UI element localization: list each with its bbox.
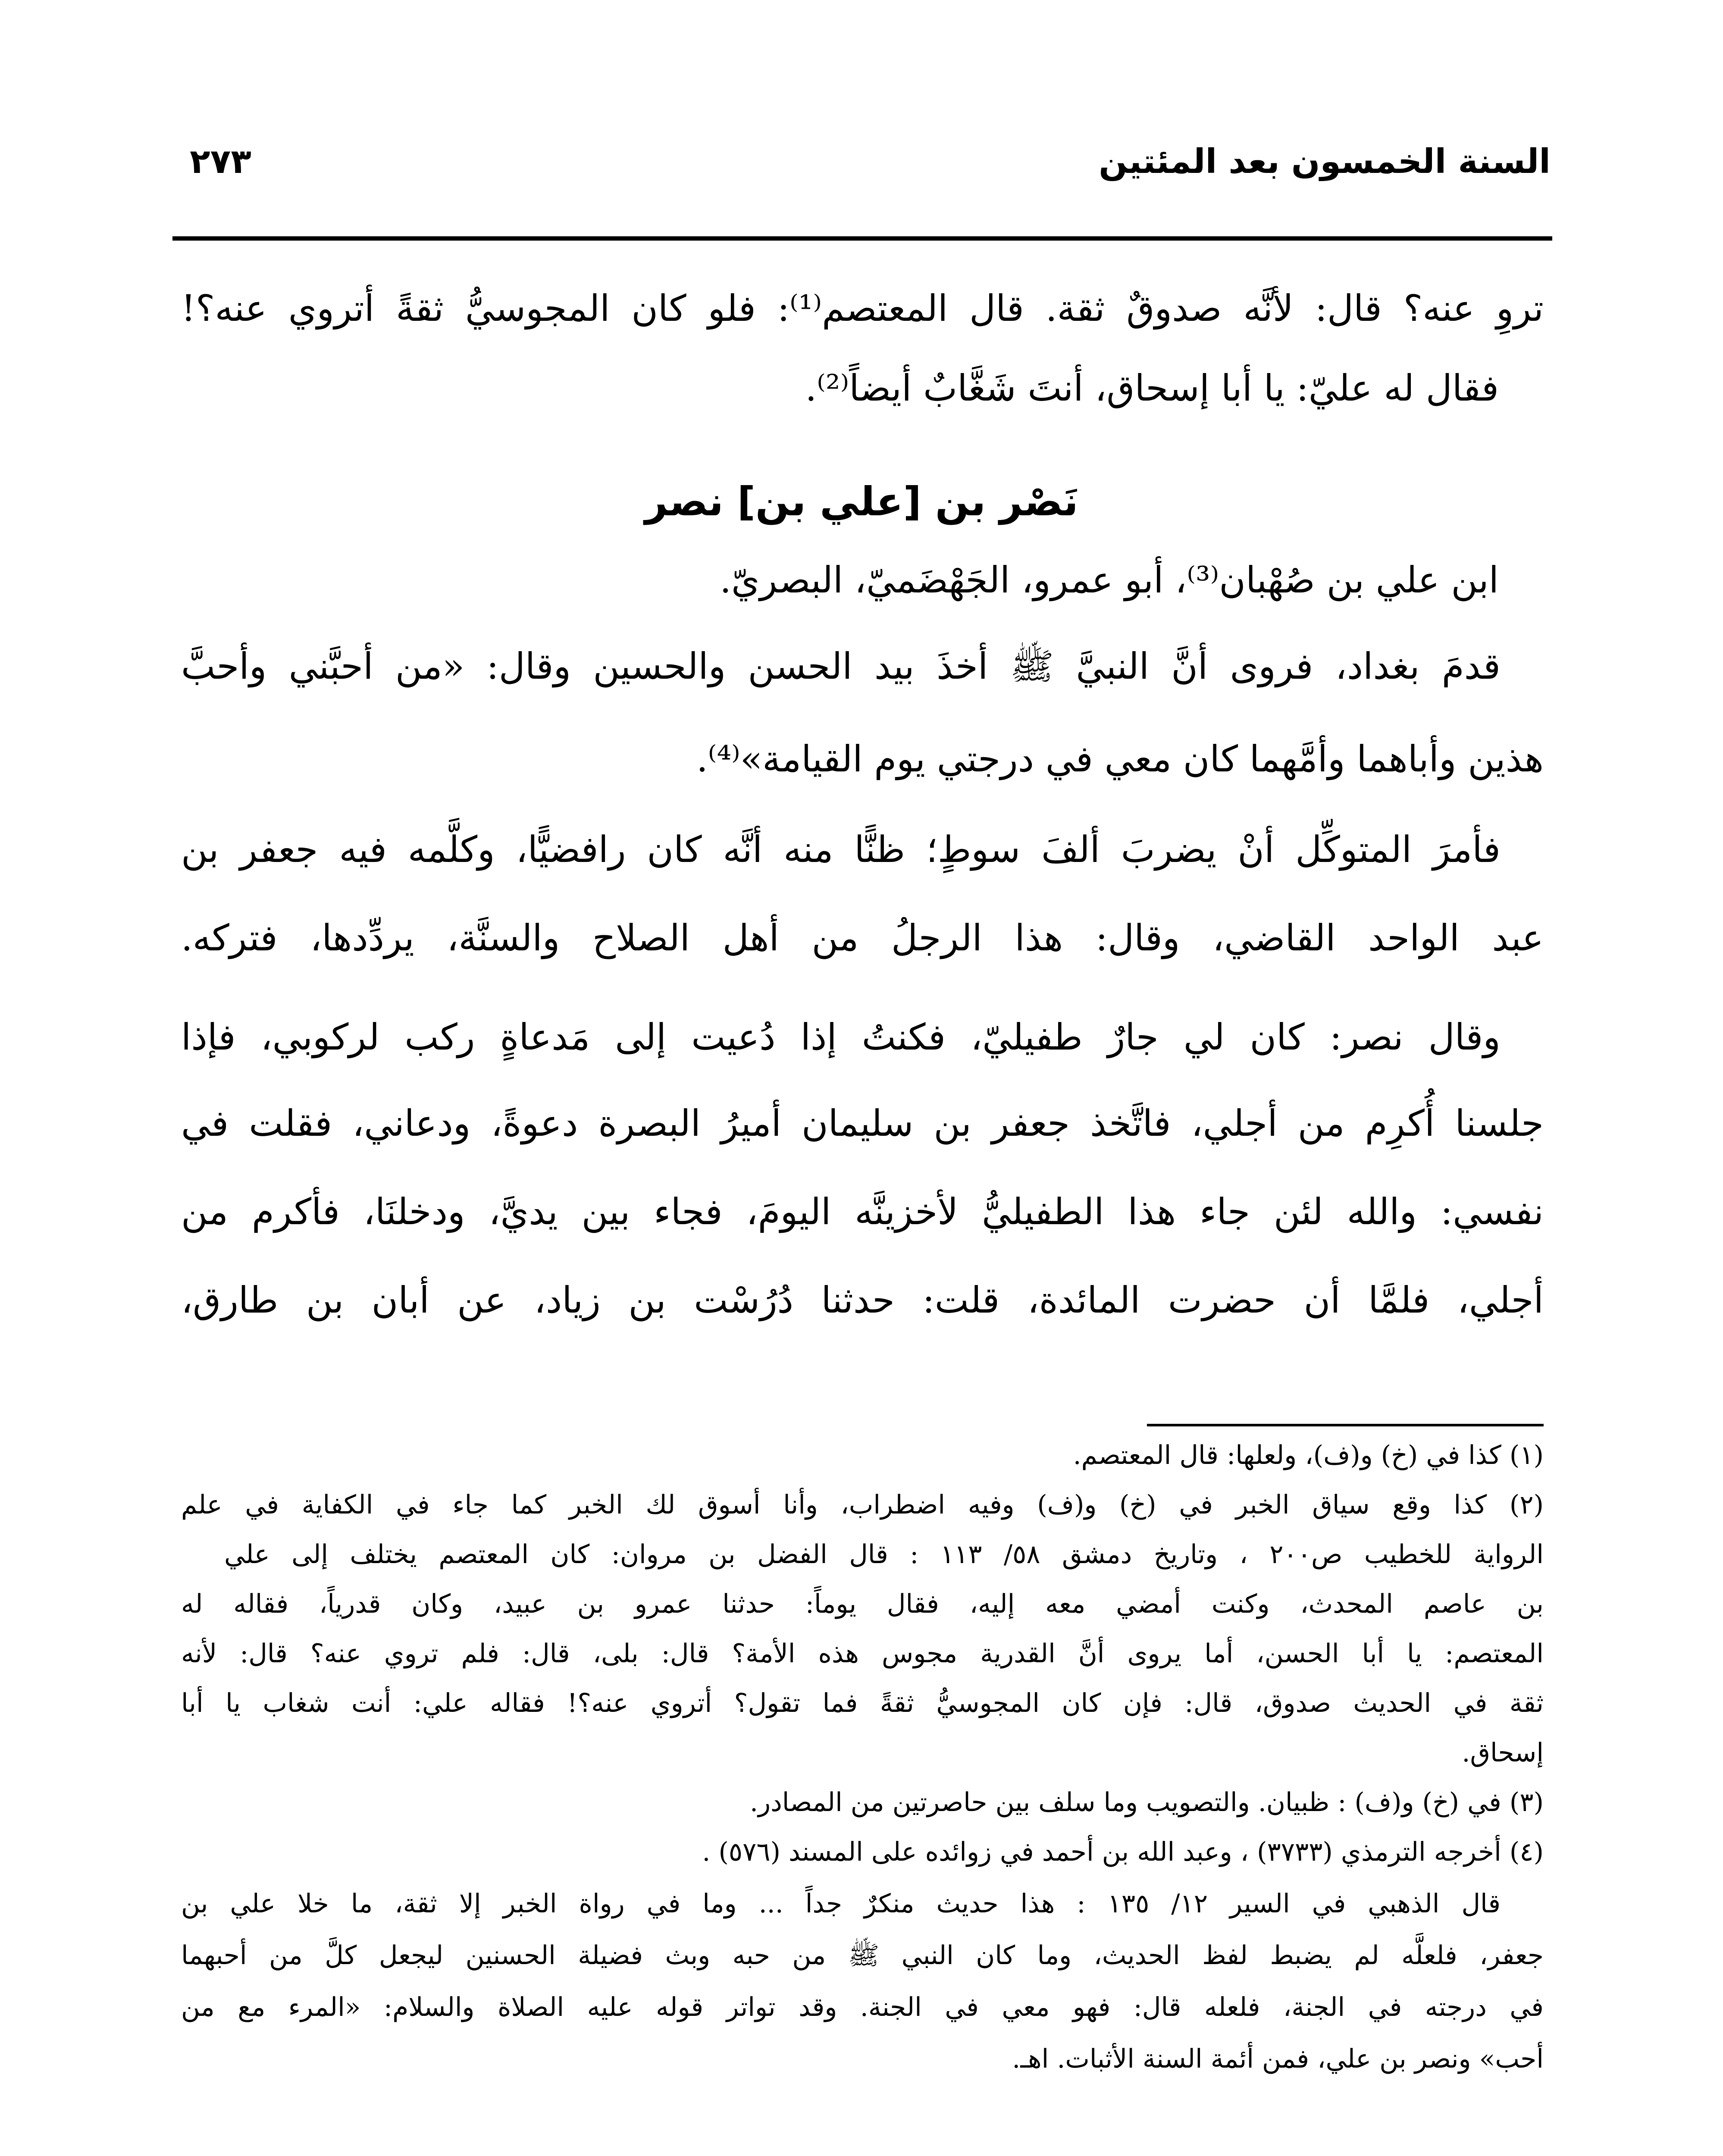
body-line: جلسنا أُكرِم من أجلي، فاتَّخذ جعفر بن سليمان أميرُ البصرة دعوةً، ودعاني، فقلت في (181, 1102, 1544, 1144)
footnote-cont: أحب» ونصر بن علي، فمن أئمة السنة الأثبات. اهـ. (1012, 2044, 1544, 2074)
body-line: أجلي، فلمَّا أن حضرت المائدة، قلت: حدثنا دُرُسْت بن زياد، عن أبان بن طارق، (181, 1279, 1544, 1321)
body-line: عبد الواحد القاضي، وقال: هذا الرجلُ من أهل الصلاح والسنَّة، يردِّدها، فتركه. (181, 917, 1544, 959)
body-line: نفسي: والله لئن جاء هذا الطفيليُّ لأخزينَّه اليومَ، فجاء بين يديَّ، ودخلنَا، فأكرم من (181, 1191, 1544, 1233)
footnote-cont: جعفر، فلعلَّه لم يضبط لفظ الحديث، وما كان النبي ﷺ من حبه وبث فضيلة الحسنين ليجعل كلَّ من أحبهما (181, 1940, 1544, 1971)
body-line: تروِ عنه؟ قال: لأنَّه صدوقٌ ثقة. قال المعتصم⁽¹⁾: فلو كان المجوسيُّ ثقةً أتروي عنه؟! (181, 287, 1544, 329)
footnote: (٢) كذا وقع سياق الخبر في (خ) و(ف) وفيه اضطراب، وأنا أسوق لك الخبر كما جاء في الكفاية في علم (181, 1490, 1544, 1520)
body-line: قدمَ بغداد، فروى أنَّ النبيَّ ﷺ أخذَ بيد الحسن والحسين وقال: «من أحبَّني وأحبَّ (181, 645, 1501, 687)
body-line: فقال له عليّ: يا أبا إسحاق، أنتَ شَغَّابٌ أيضاً⁽²⁾. (805, 367, 1499, 409)
footnote: (١) كذا في (خ) و(ف)، ولعلها: قال المعتصم. (1073, 1440, 1544, 1470)
body-line: وقال نصر: كان لي جارٌ طفيليّ، فكنتُ إذا دُعيت إلى مَدعاةٍ ركب لركوبي، فإذا (181, 1016, 1501, 1058)
footnote-cont: المعتصم: يا أبا الحسن، أما يروى أنَّ القدرية مجوس هذه الأمة؟ قال: بلى، قال: فلم تروي عنه؟ قال: لأنه (181, 1639, 1544, 1669)
footnote: (٣) في (خ) و(ف) : ظبيان. والتصويب وما سلف بين حاصرتين من المصادر. (750, 1787, 1544, 1818)
body-line: ابن علي بن صُهْبان⁽³⁾، أبو عمرو، الجَهْضَميّ، البصريّ. (720, 559, 1499, 601)
footnote-cont: في درجته في الجنة، فلعله قال: فهو معي في الجنة. وقد تواتر قوله عليه الصلاة والسلام: «المرء مع من (181, 1992, 1544, 2022)
footnote-cont: بن عاصم المحدث، وكنت أمضي معه إليه، فقال يوماً: حدثنا عمرو بن عبيد، وكان قدرياً، فقاله له (181, 1589, 1544, 1619)
footnote-cont: الرواية للخطيب ص٢٠٠ ، وتاريخ دمشق ٥٨/ ١١٣ : قال الفضل بن مروان: كان المعتصم يختلف إلى علي (224, 1539, 1544, 1570)
running-title: السنة الخمسون بعد المئتين (1099, 142, 1551, 181)
header-rule (172, 236, 1552, 241)
footnote: (٤) أخرجه الترمذي (٣٧٣٣) ، وعبد الله بن أحمد في زوائده على المسند (٥٧٦) . (702, 1837, 1544, 1867)
body-line: هذين وأباهما وأمَّهما كان معي في درجتي يوم القيامة»⁽⁴⁾. (696, 738, 1544, 780)
body-line: فأمرَ المتوكِّل أنْ يضربَ ألفَ سوطٍ؛ ظنًّا منه أنَّه كان رافضيًّا، وكلَّمه فيه جعفر بن (181, 828, 1501, 871)
footnote-separator (1147, 1424, 1544, 1426)
footnote-cont: قال الذهبي في السير ١٢/ ١٣٥ : هذا حديث منكرٌ جداً ... وما في رواة الخبر إلا ثقة، ما خلا علي بن (181, 1889, 1501, 1919)
footnote-cont: ثقة في الحديث صدوق، قال: فإن كان المجوسيُّ ثقةً فما تقول؟ أتروي عنه؟! فقاله علي: أنت شغاب يا أبا (181, 1688, 1544, 1718)
footnote-cont: إسحاق. (1462, 1738, 1544, 1768)
page-number: ٢٧٣ (190, 142, 251, 181)
section-title: نَصْر بن [علي بن] نصر (645, 479, 1078, 525)
